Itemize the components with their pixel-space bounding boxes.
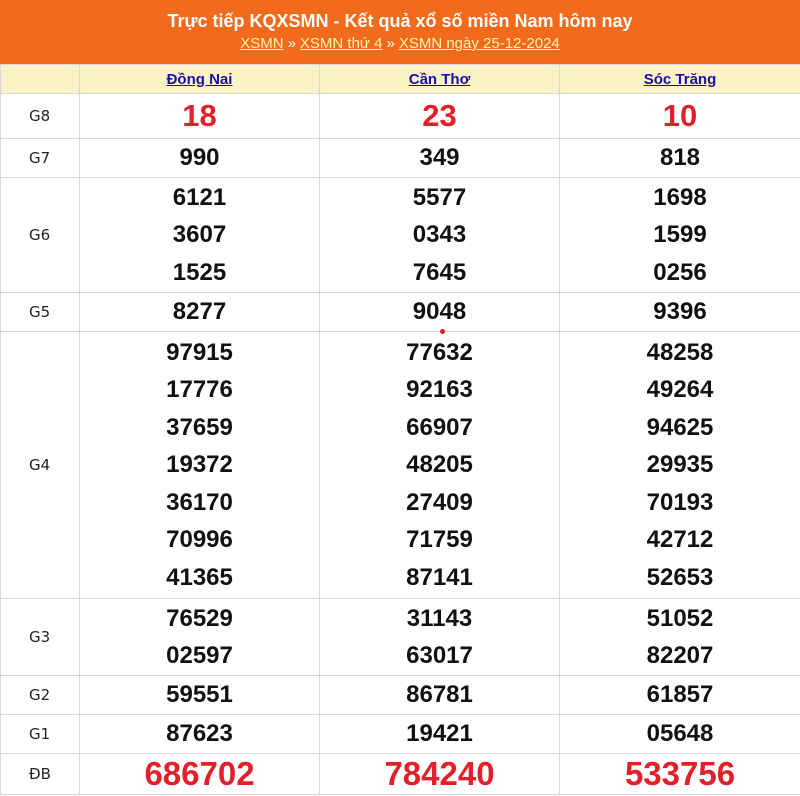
prize-number: 0256	[653, 258, 707, 286]
prize-number: 686702	[144, 755, 255, 792]
prize-number: 97915	[166, 338, 233, 366]
breadcrumb-xsmn-weekday[interactable]: XSMN thứ 4	[299, 35, 383, 52]
prize-number: 7645	[412, 258, 467, 286]
prize-number: 0343	[412, 221, 467, 249]
prize-number: 70996	[166, 526, 233, 554]
prize-cell	[560, 178, 800, 293]
prize-number: 31143	[406, 604, 473, 632]
prize-number: 349	[419, 144, 460, 172]
prize-label: ĐB	[1, 754, 80, 795]
breadcrumb-separator: »	[287, 35, 296, 52]
prize-number: 63017	[406, 642, 473, 669]
prize-number: 9396	[653, 298, 707, 326]
prize-number: 77632	[406, 338, 473, 366]
prize-label: G6	[1, 178, 80, 293]
province-soc-trang	[560, 65, 800, 94]
prize-number: 36170	[166, 488, 233, 516]
prize-number: 92163	[406, 376, 473, 404]
prize-row	[1, 676, 800, 715]
prize-cell	[80, 139, 320, 178]
prize-cell	[320, 178, 560, 293]
prize-row	[1, 139, 800, 178]
prize-cell	[80, 178, 320, 293]
province-link-can-tho[interactable]: Cần Thơ	[408, 70, 471, 88]
prize-number: 784240	[384, 755, 495, 792]
prize-label: G8	[1, 94, 80, 139]
prize-cell	[320, 676, 560, 715]
prize-number: 23	[422, 98, 457, 133]
prize-number: 48258	[646, 338, 714, 366]
prize-cell	[320, 139, 560, 178]
prize-label: G4	[1, 332, 80, 599]
prize-number: 48205	[406, 451, 473, 479]
prize-row	[1, 178, 800, 293]
prize-cell	[80, 754, 320, 795]
prize-number: 05648	[646, 720, 714, 748]
prize-cell	[560, 94, 800, 139]
prize-cell	[320, 715, 560, 754]
prize-cell	[80, 332, 320, 599]
prize-cell	[320, 94, 560, 139]
prize-number: 533756	[624, 755, 736, 792]
prize-cell	[320, 599, 560, 676]
prize-cell	[560, 676, 800, 715]
prize-number: 87141	[406, 563, 473, 591]
prize-number: 70193	[646, 488, 714, 516]
prize-number: 19372	[166, 451, 233, 479]
prize-cell	[80, 599, 320, 676]
prize-cell	[80, 676, 320, 715]
live-indicator-dot	[440, 329, 445, 334]
prize-cell	[560, 293, 800, 332]
prize-number: 49264	[646, 376, 714, 404]
province-can-tho	[320, 65, 560, 94]
prize-number: 9048	[412, 298, 467, 326]
prize-number: 51052	[646, 604, 714, 632]
breadcrumb-xsmn[interactable]: XSMN	[240, 35, 284, 52]
prize-label: G2	[1, 676, 80, 715]
prize-number: 42712	[646, 526, 714, 554]
prize-row	[1, 332, 800, 599]
prize-number: 02597	[166, 642, 233, 669]
prize-cell	[560, 754, 800, 795]
breadcrumb-xsmn-date[interactable]: XSMN ngày 25-12-2024	[398, 35, 560, 52]
prize-cell	[320, 332, 560, 599]
prize-label: G5	[1, 293, 80, 332]
prize-cell	[560, 139, 800, 178]
prize-number: 76529	[166, 604, 233, 632]
prize-number: 82207	[646, 642, 714, 669]
prize-number: 18	[182, 98, 217, 133]
prize-number: 29935	[646, 451, 714, 479]
prize-number: 8277	[172, 298, 227, 326]
prize-number: 52653	[646, 563, 714, 591]
prize-cell	[320, 754, 560, 795]
breadcrumb-separator: »	[386, 35, 395, 52]
prize-number: 41365	[166, 563, 233, 591]
prize-number: 5577	[412, 183, 467, 211]
prize-cell	[320, 293, 560, 332]
prize-cell	[80, 715, 320, 754]
prize-number: 61857	[646, 681, 714, 709]
prize-number: 10	[662, 98, 698, 133]
prize-number: 17776	[166, 376, 233, 404]
page-header	[0, 0, 800, 64]
prize-row	[1, 754, 800, 795]
prize-row	[1, 94, 800, 139]
prize-number: 19421	[406, 720, 473, 748]
prize-number: 6121	[172, 183, 227, 211]
prize-number: 71759	[406, 526, 473, 554]
prize-number: 1599	[653, 221, 707, 249]
prize-number: 27409	[406, 488, 473, 516]
page-title: Trực tiếp KQXSMN - Kết quả xổ số miền Nam hôm nay	[167, 11, 633, 31]
prize-cell	[560, 599, 800, 676]
prize-number: 1698	[653, 183, 707, 211]
prize-number: 86781	[406, 681, 473, 709]
province-link-soc-trang[interactable]: Sóc Trăng	[643, 70, 717, 88]
province-link-dong-nai[interactable]: Đồng Nai	[166, 70, 233, 88]
province-dong-nai	[80, 65, 320, 94]
province-header-row	[1, 65, 800, 94]
prize-number: 94625	[646, 413, 714, 441]
prize-cell	[560, 715, 800, 754]
prize-number: 3607	[172, 221, 227, 249]
prize-number: 59551	[166, 681, 233, 709]
prize-label: G3	[1, 599, 80, 676]
prize-cell	[560, 332, 800, 599]
prize-label: G1	[1, 715, 80, 754]
prize-cell	[80, 293, 320, 332]
prize-cell	[80, 94, 320, 139]
prize-column-header	[1, 65, 80, 94]
prize-number: 87623	[166, 720, 233, 748]
results-table	[0, 64, 800, 795]
prize-row	[1, 599, 800, 676]
prize-number: 37659	[166, 413, 233, 441]
prize-number: 1525	[172, 258, 227, 286]
prize-number: 818	[659, 144, 701, 172]
breadcrumb	[0, 33, 800, 55]
prize-number: 990	[179, 144, 220, 172]
prize-row	[1, 293, 800, 332]
prize-row	[1, 715, 800, 754]
prize-label: G7	[1, 139, 80, 178]
prize-number: 66907	[406, 413, 473, 441]
